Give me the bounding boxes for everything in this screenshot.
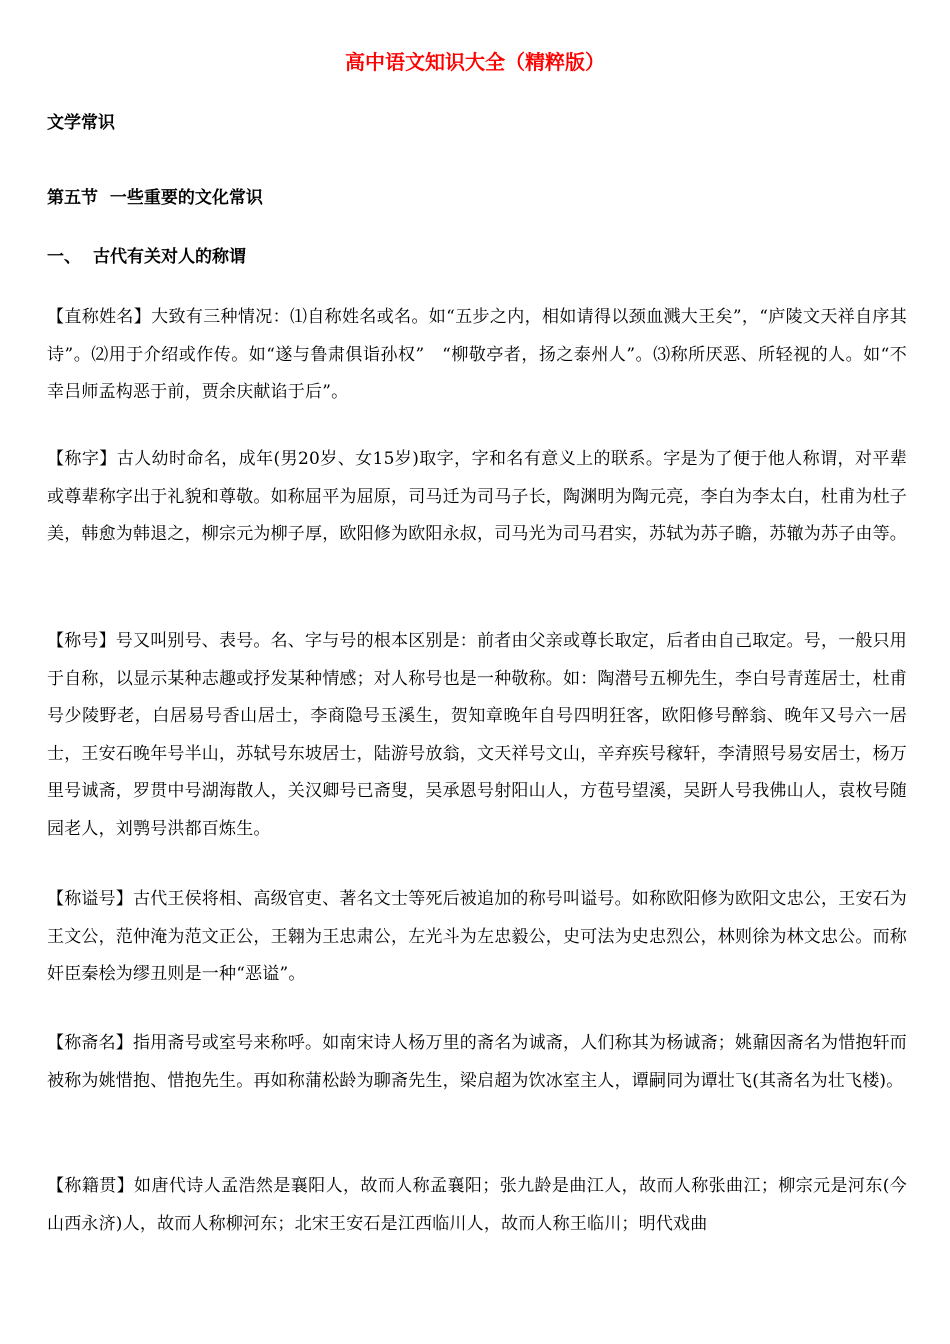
paragraph-direct-name: 【直称姓名】大致有三种情况：⑴自称姓名或名。如“五步之内，相如请得以颈血溅大王矣”，“庐陵文天祥自序其诗”。⑵用于介绍或作传。如“遂与鲁肃俱诣孙权” “柳敬亭者，扬之泰州人”。⑶称所厌恶、所轻视的人。如“不幸吕师孟构恶于前，贾余庆献谄于后”。 [47, 307, 907, 403]
document-title: 高中语文知识大全（精粹版） [345, 50, 605, 74]
heading-section: 第五节 一些重要的文化常识 [47, 188, 263, 208]
heading-subsection-one [47, 243, 246, 271]
paragraph-posthumous-name: 【称谥号】古代王侯将相、高级官吏、著名文士等死后被追加的称号叫谥号。如称欧阳修为欧阳文忠公，王安石为王文公，范仲淹为范文正公，王翱为王忠肃公，左光斗为左忠毅公，史可法为史忠烈公，林则徐为林文忠公。而称奸臣秦桧为缪丑则是一种“恶谥”。 [47, 889, 907, 985]
paragraph-studio-name: 【称斋名】指用斋号或室号来称呼。如南宋诗人杨万里的斋名为诚斋，人们称其为杨诚斋；姚鼐因斋名为惜抱轩而被称为姚惜抱、惜抱先生。再如称蒲松龄为聊斋先生，梁启超为饮冰室主人，谭嗣同为谭壮飞(其斋名为壮飞楼)。 [47, 1033, 907, 1091]
heading-text: 古代有关对人的称谓 [93, 247, 246, 267]
paragraph-art-name: 【称号】号又叫别号、表号。名、字与号的根本区别是：前者由父亲或尊长取定，后者由自己取定。号，一般只用于自称，以显示某种志趣或抒发某种情感；对人称号也是一种敬称。如：陶潜号五柳先生，李白号青莲居士，杜甫号少陵野老，白居易号香山居士，李商隐号玉溪生，贺知章晚年自号四明狂客，欧阳修号醉翁、晚年又号六一居士，王安石晚年号半山，苏轼号东坡居士，陆游号放翁，文天祥号文山，辛弃疾号稼轩，李清照号易安居士，杨万里号诚斋，罗贯中号湖海散人，关汉卿号已斋叟，吴承恩号射阳山人，方苞号望溪，吴趼人号我佛山人，袁枚号随园老人，刘鹗号洪都百炼生。 [47, 631, 907, 839]
paragraph-courtesy-name: 【称字】古人幼时命名，成年(男20岁、女15岁)取字，字和名有意义上的联系。字是为了便于他人称谓，对平辈或尊辈称字出于礼貌和尊敬。如称屈平为屈原，司马迁为司马子长，陶渊明为陶元亮，李白为李太白，杜甫为杜子美，韩愈为韩退之，柳宗元为柳子厚，欧阳修为欧阳永叔，司马光为司马君实，苏轼为苏子瞻，苏辙为苏子由等。 [47, 449, 907, 545]
heading-literature: 文学常识 [47, 113, 115, 133]
paragraph-native-place: 【称籍贯】如唐代诗人孟浩然是襄阳人，故而人称孟襄阳；张九龄是曲江人，故而人称张曲江；柳宗元是河东(今山西永济)人，故而人称柳河东；北宋王安石是江西临川人，故而人称王临川；明代戏曲 [47, 1176, 907, 1234]
heading-number: 一、 [47, 247, 81, 267]
